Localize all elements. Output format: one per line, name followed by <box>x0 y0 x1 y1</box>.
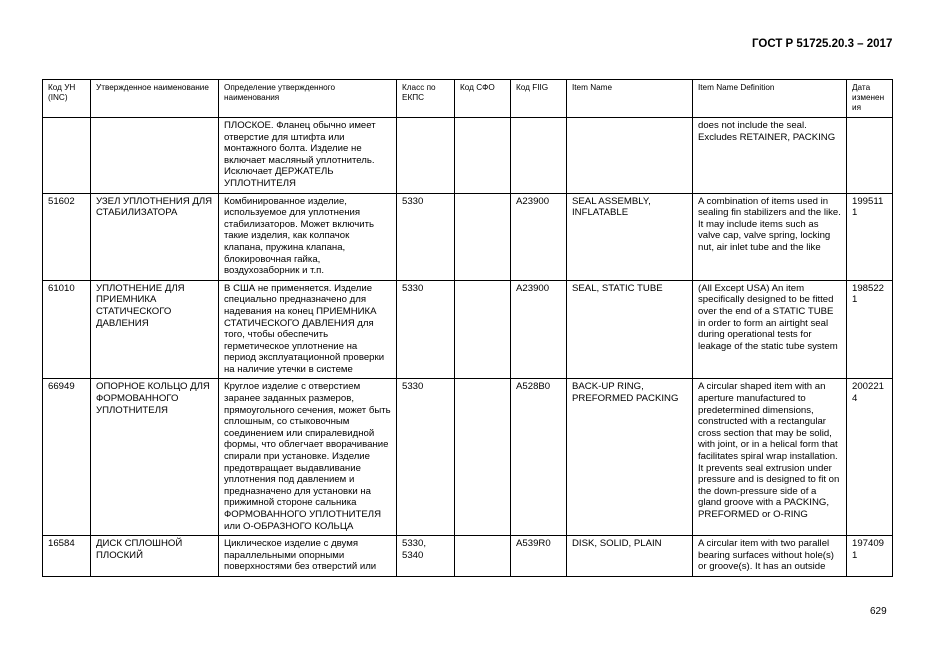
cell-inc: 16584 <box>43 536 91 577</box>
cell-inc: 61010 <box>43 280 91 379</box>
cell-item-definition: A circular item with two parallel bearing surfaces without hole(s) or groove(s). It has an outside <box>693 536 847 577</box>
cell-sfo <box>455 536 511 577</box>
cell-name-ru: ОПОРНОЕ КОЛЬЦО ДЛЯ ФОРМОВАННОГО УПЛОТНИТЕЛЯ <box>91 379 219 536</box>
cell-sfo <box>455 280 511 379</box>
table-header-row <box>43 80 893 118</box>
table-row <box>43 118 893 194</box>
cell-fiig <box>511 118 567 194</box>
header-sfo-code: Код СФО <box>455 80 511 118</box>
header-name-definition: Определение утвержденного наименования <box>219 80 397 118</box>
cell-fiig: A539R0 <box>511 536 567 577</box>
table-row <box>43 536 893 577</box>
cell-item-definition: A circular shaped item with an aperture manufactured to predetermined dimensions, constructed with a rectangular cross section that may be solid, with joint, or in a helical form that facilitates spiral wrap installation. It prevents seal extrusion under pressure and is designed to fit on the down-pressure side of a gland groove with a PACKING, PREFORMED or O-RING <box>693 379 847 536</box>
header-fiig-code: Код FIIG <box>511 80 567 118</box>
cell-sfo <box>455 118 511 194</box>
cell-definition-ru: В США не применяется. Изделие специально предназначено для надевания на конец ПРИЕМНИКА СТАТИЧЕСКОГО ДАВЛЕНИЯ для того, чтобы обеспечить герметическое уплотнение на период эксплуатационной проверки на наличие утечки в системе <box>219 280 397 379</box>
page-number: 629 <box>870 606 887 617</box>
cell-item-definition: A combination of items used in sealing fin stabilizers and the like. It may include items such as valve cap, valve spring, locking nut, air inlet tube and the like <box>693 193 847 280</box>
cell-fiig: A23900 <box>511 280 567 379</box>
cell-date: 1995111 <box>847 193 893 280</box>
header-change-date: Дата изменения <box>847 80 893 118</box>
cell-definition-ru: ПЛОСКОЕ. Фланец обычно имеет отверстие для штифта или монтажного болта. Изделие не включает масляный уплотнитель. Исключает ДЕРЖАТЕЛЬ УПЛОТНИТЕЛЯ <box>219 118 397 194</box>
document-standard-header: ГОСТ Р 51725.20.3 – 2017 <box>752 38 893 50</box>
table-row <box>43 379 893 536</box>
cell-inc: 51602 <box>43 193 91 280</box>
cell-item-definition: (All Except USA) An item specifically designed to be fitted over the end of a STATIC TUBE in order to form an airtight seal during operational tests for leakage of the static tube system <box>693 280 847 379</box>
cell-inc <box>43 118 91 194</box>
table-row <box>43 280 893 379</box>
cell-item-name: SEAL, STATIC TUBE <box>567 280 693 379</box>
nomenclature-table <box>42 79 893 577</box>
header-item-name: Item Name <box>567 80 693 118</box>
cell-item-name: BACK-UP RING, PREFORMED PACKING <box>567 379 693 536</box>
cell-date <box>847 118 893 194</box>
header-ekps-class: Класс по ЕКПС <box>397 80 455 118</box>
cell-date: 2002214 <box>847 379 893 536</box>
cell-definition-ru: Циклическое изделие с двумя параллельными опорными поверхностями без отверстий или <box>219 536 397 577</box>
cell-name-ru: УЗЕЛ УПЛОТНЕНИЯ ДЛЯ СТАБИЛИЗАТОРА <box>91 193 219 280</box>
header-approved-name: Утвержденное наименование <box>91 80 219 118</box>
cell-definition-ru: Круглое изделие с отверстием заранее заданных размеров, прямоугольного сечения, может быть сплошным, со стыковочным соединением или спиралевидной формы, что облегчает вворачивание спирали при установке. Изделие предотвращает выдавливание уплотнения под давлением и предназначено для установки на прижимной стороне сальника ФОРМОВАННОГО УПЛОТНИТЕЛЯ или О-ОБРАЗНОГО КОЛЬЦА <box>219 379 397 536</box>
cell-name-ru: УПЛОТНЕНИЕ ДЛЯ ПРИЕМНИКА СТАТИЧЕСКОГО ДАВЛЕНИЯ <box>91 280 219 379</box>
cell-fiig: A528B0 <box>511 379 567 536</box>
cell-item-name: DISK, SOLID, PLAIN <box>567 536 693 577</box>
cell-definition-ru: Комбинированное изделие, используемое для уплотнения стабилизаторов. Может включить такие изделия, как колпачок клапана, пружина клапана, блокировочная гайка, воздухозаборник и т.п. <box>219 193 397 280</box>
cell-sfo <box>455 193 511 280</box>
cell-class: 5330 <box>397 280 455 379</box>
cell-class: 5330 <box>397 379 455 536</box>
cell-class <box>397 118 455 194</box>
cell-name-ru <box>91 118 219 194</box>
cell-sfo <box>455 379 511 536</box>
cell-date: 1985221 <box>847 280 893 379</box>
cell-item-name: SEAL ASSEMBLY, INFLATABLE <box>567 193 693 280</box>
table-row <box>43 193 893 280</box>
cell-item-name <box>567 118 693 194</box>
cell-date: 1974091 <box>847 536 893 577</box>
cell-name-ru: ДИСК СПЛОШНОЙ ПЛОСКИЙ <box>91 536 219 577</box>
header-item-name-definition: Item Name Definition <box>693 80 847 118</box>
cell-inc: 66949 <box>43 379 91 536</box>
cell-item-definition: does not include the seal. Excludes RETAINER, PACKING <box>693 118 847 194</box>
cell-class: 5330 <box>397 193 455 280</box>
cell-class: 5330, 5340 <box>397 536 455 577</box>
header-inc: Код УН (INC) <box>43 80 91 118</box>
cell-fiig: A23900 <box>511 193 567 280</box>
